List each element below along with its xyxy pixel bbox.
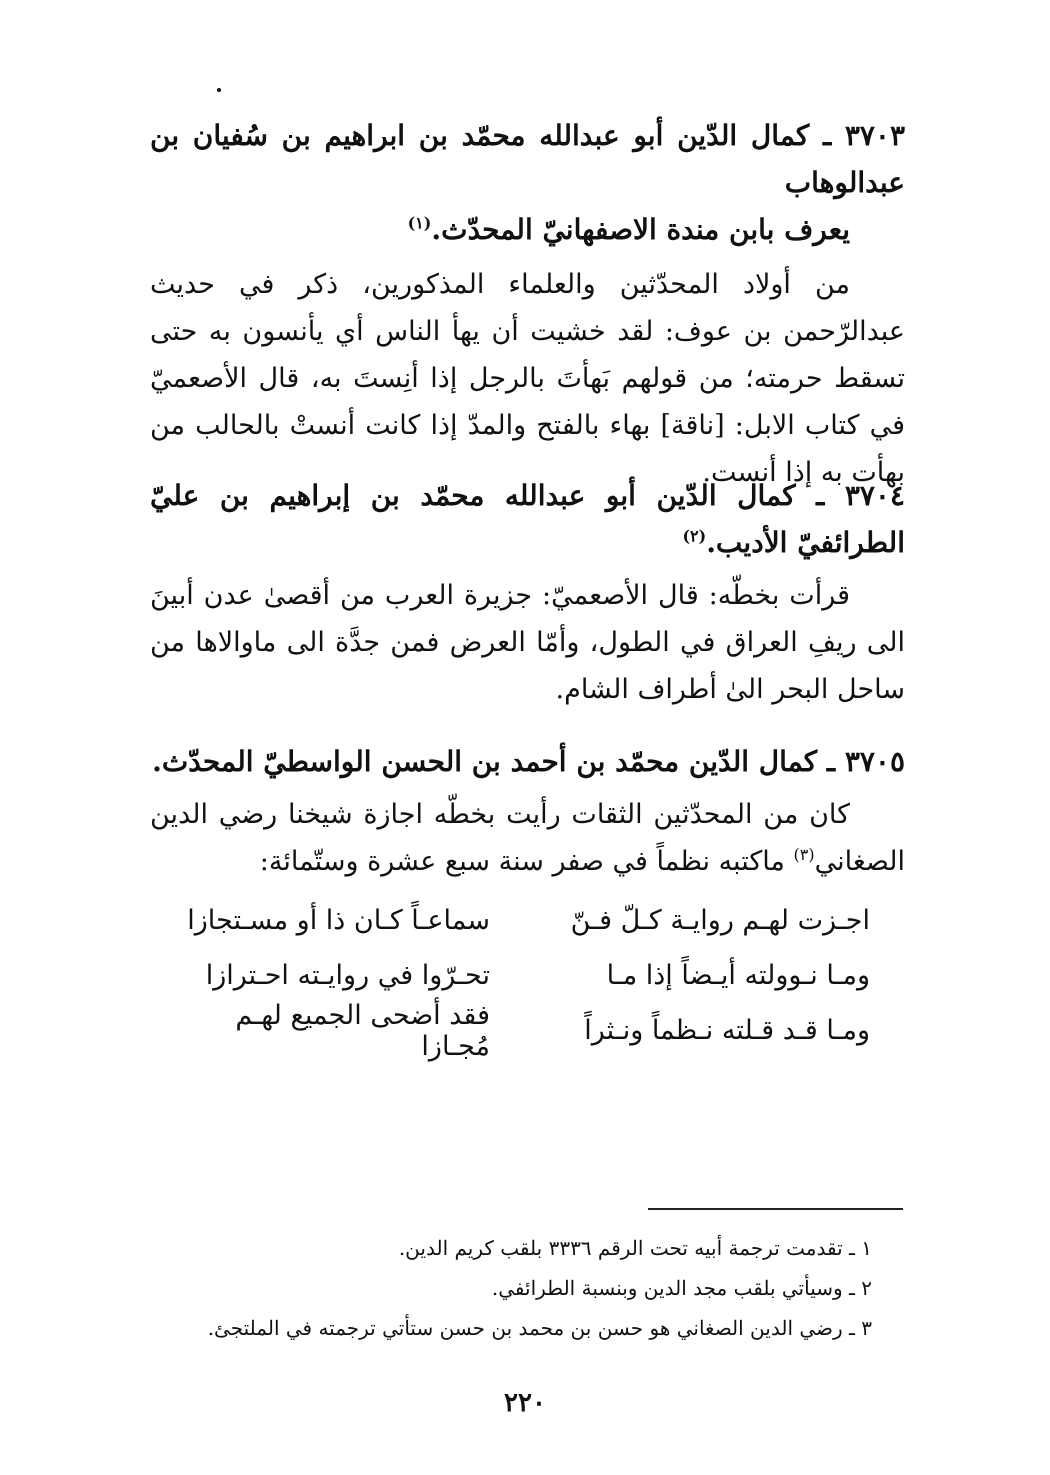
entry-3705	[150, 738, 905, 885]
footnote-ref[interactable]: (٣)	[793, 845, 815, 864]
entry-heading: ٣٧٠٤ ـ كمال الدّين أبو عبدالله محمّد بن إبراهيم بن عليّ الطرائفيّ الأديب.$^{(٢)}$	[150, 479, 905, 559]
entry-3703	[150, 112, 905, 496]
poem-verse	[170, 948, 870, 1003]
entry-3704	[150, 472, 905, 713]
verse-second-hemistich: تحـرّوا في روايـته احـترازا	[205, 960, 490, 991]
poem-verse	[170, 893, 870, 948]
entry-heading	[150, 112, 905, 253]
footnote-divider	[648, 1208, 903, 1210]
entry-body: قرأت بخطّه: قال الأصعميّ: جزيرة العرب من أقصىٰ عدن أبينَ الى ريفِ العراق في الطول، وأمّا العرض فمن جدَّة الى ماوالاها من ساحل البحر الىٰ أطراف الشام.	[150, 580, 905, 705]
entry-body: من أولاد المحدّثين والعلماء المذكورين، ذكر في حديث عبدالرّحمن بن عوف: لقد خشيت أن يهأ الناس أي يأنسون به حتى تسقط حرمته؛ من قولهم بَهأتَ بالرجل إذا أنِستَ به، قال الأصعميّ في كتاب الابل: [ناقة] بهاء بالفتح والمدّ إذا كانت أنستْ بالحالب من بهأت به إذا أنست.	[150, 269, 905, 488]
verse-second-hemistich: سماعـاً كـان ذا أو مسـتجازا	[187, 905, 490, 936]
footnote-1: ١ ـ تقدمت ترجمة أبيه تحت الرقم ٣٣٣٦ بلقب كريم الدين.	[398, 1236, 872, 1260]
ink-dot	[217, 88, 221, 92]
verse-first-hemistich: ومـا نـوولته أيـضاً إذا مـا	[606, 960, 870, 991]
footnote-ref[interactable]: (٢)	[682, 526, 707, 546]
entry-body: كان من المحدّثين الثقات رأيت بخطّه اجازة شيخنا رضي الدين الصغاني$^{(٣)}$ ماكتبه نظماً في صفر سنة سبع عشرة وستّمائة:	[150, 799, 905, 877]
poem-verse	[170, 999, 870, 1062]
heading-line-1: ٣٧٠٣ ـ كمال الدّين أبو عبدالله محمّد بن ابراهيم بن سُفيان بن عبدالوهاب	[150, 119, 905, 199]
verse-first-hemistich: ومـا قـد قـلته نـظماً ونـثراً	[584, 1015, 870, 1046]
entry-heading: ٣٧٠٥ ـ كمال الدّين محمّد بن أحمد بن الحسن الواسطيّ المحدّث.	[152, 745, 905, 778]
footnote-ref[interactable]: (١)	[407, 213, 432, 233]
poem	[170, 893, 870, 1062]
footnote-2: ٢ ـ وسيأتي بلقب مجد الدين وبنسبة الطرائفي.	[491, 1276, 872, 1300]
footnote-3: ٣ ـ رضي الدين الصغاني هو حسن بن محمد بن حسن ستأتي ترجمته في الملتجئ.	[207, 1316, 872, 1340]
page-number: ٢٢٠	[504, 1388, 546, 1418]
verse-second-hemistich: فقد أضحى الجميع لهـم مُجـازا	[235, 999, 490, 1062]
verse-first-hemistich: اجـزت لهـم روايـة كـلّ فـنّ	[570, 905, 870, 936]
footnotes	[150, 1228, 872, 1348]
heading-line-2: يعرف بابن مندة الاصفهانيّ المحدّث.$^{(١)}$	[407, 213, 850, 246]
